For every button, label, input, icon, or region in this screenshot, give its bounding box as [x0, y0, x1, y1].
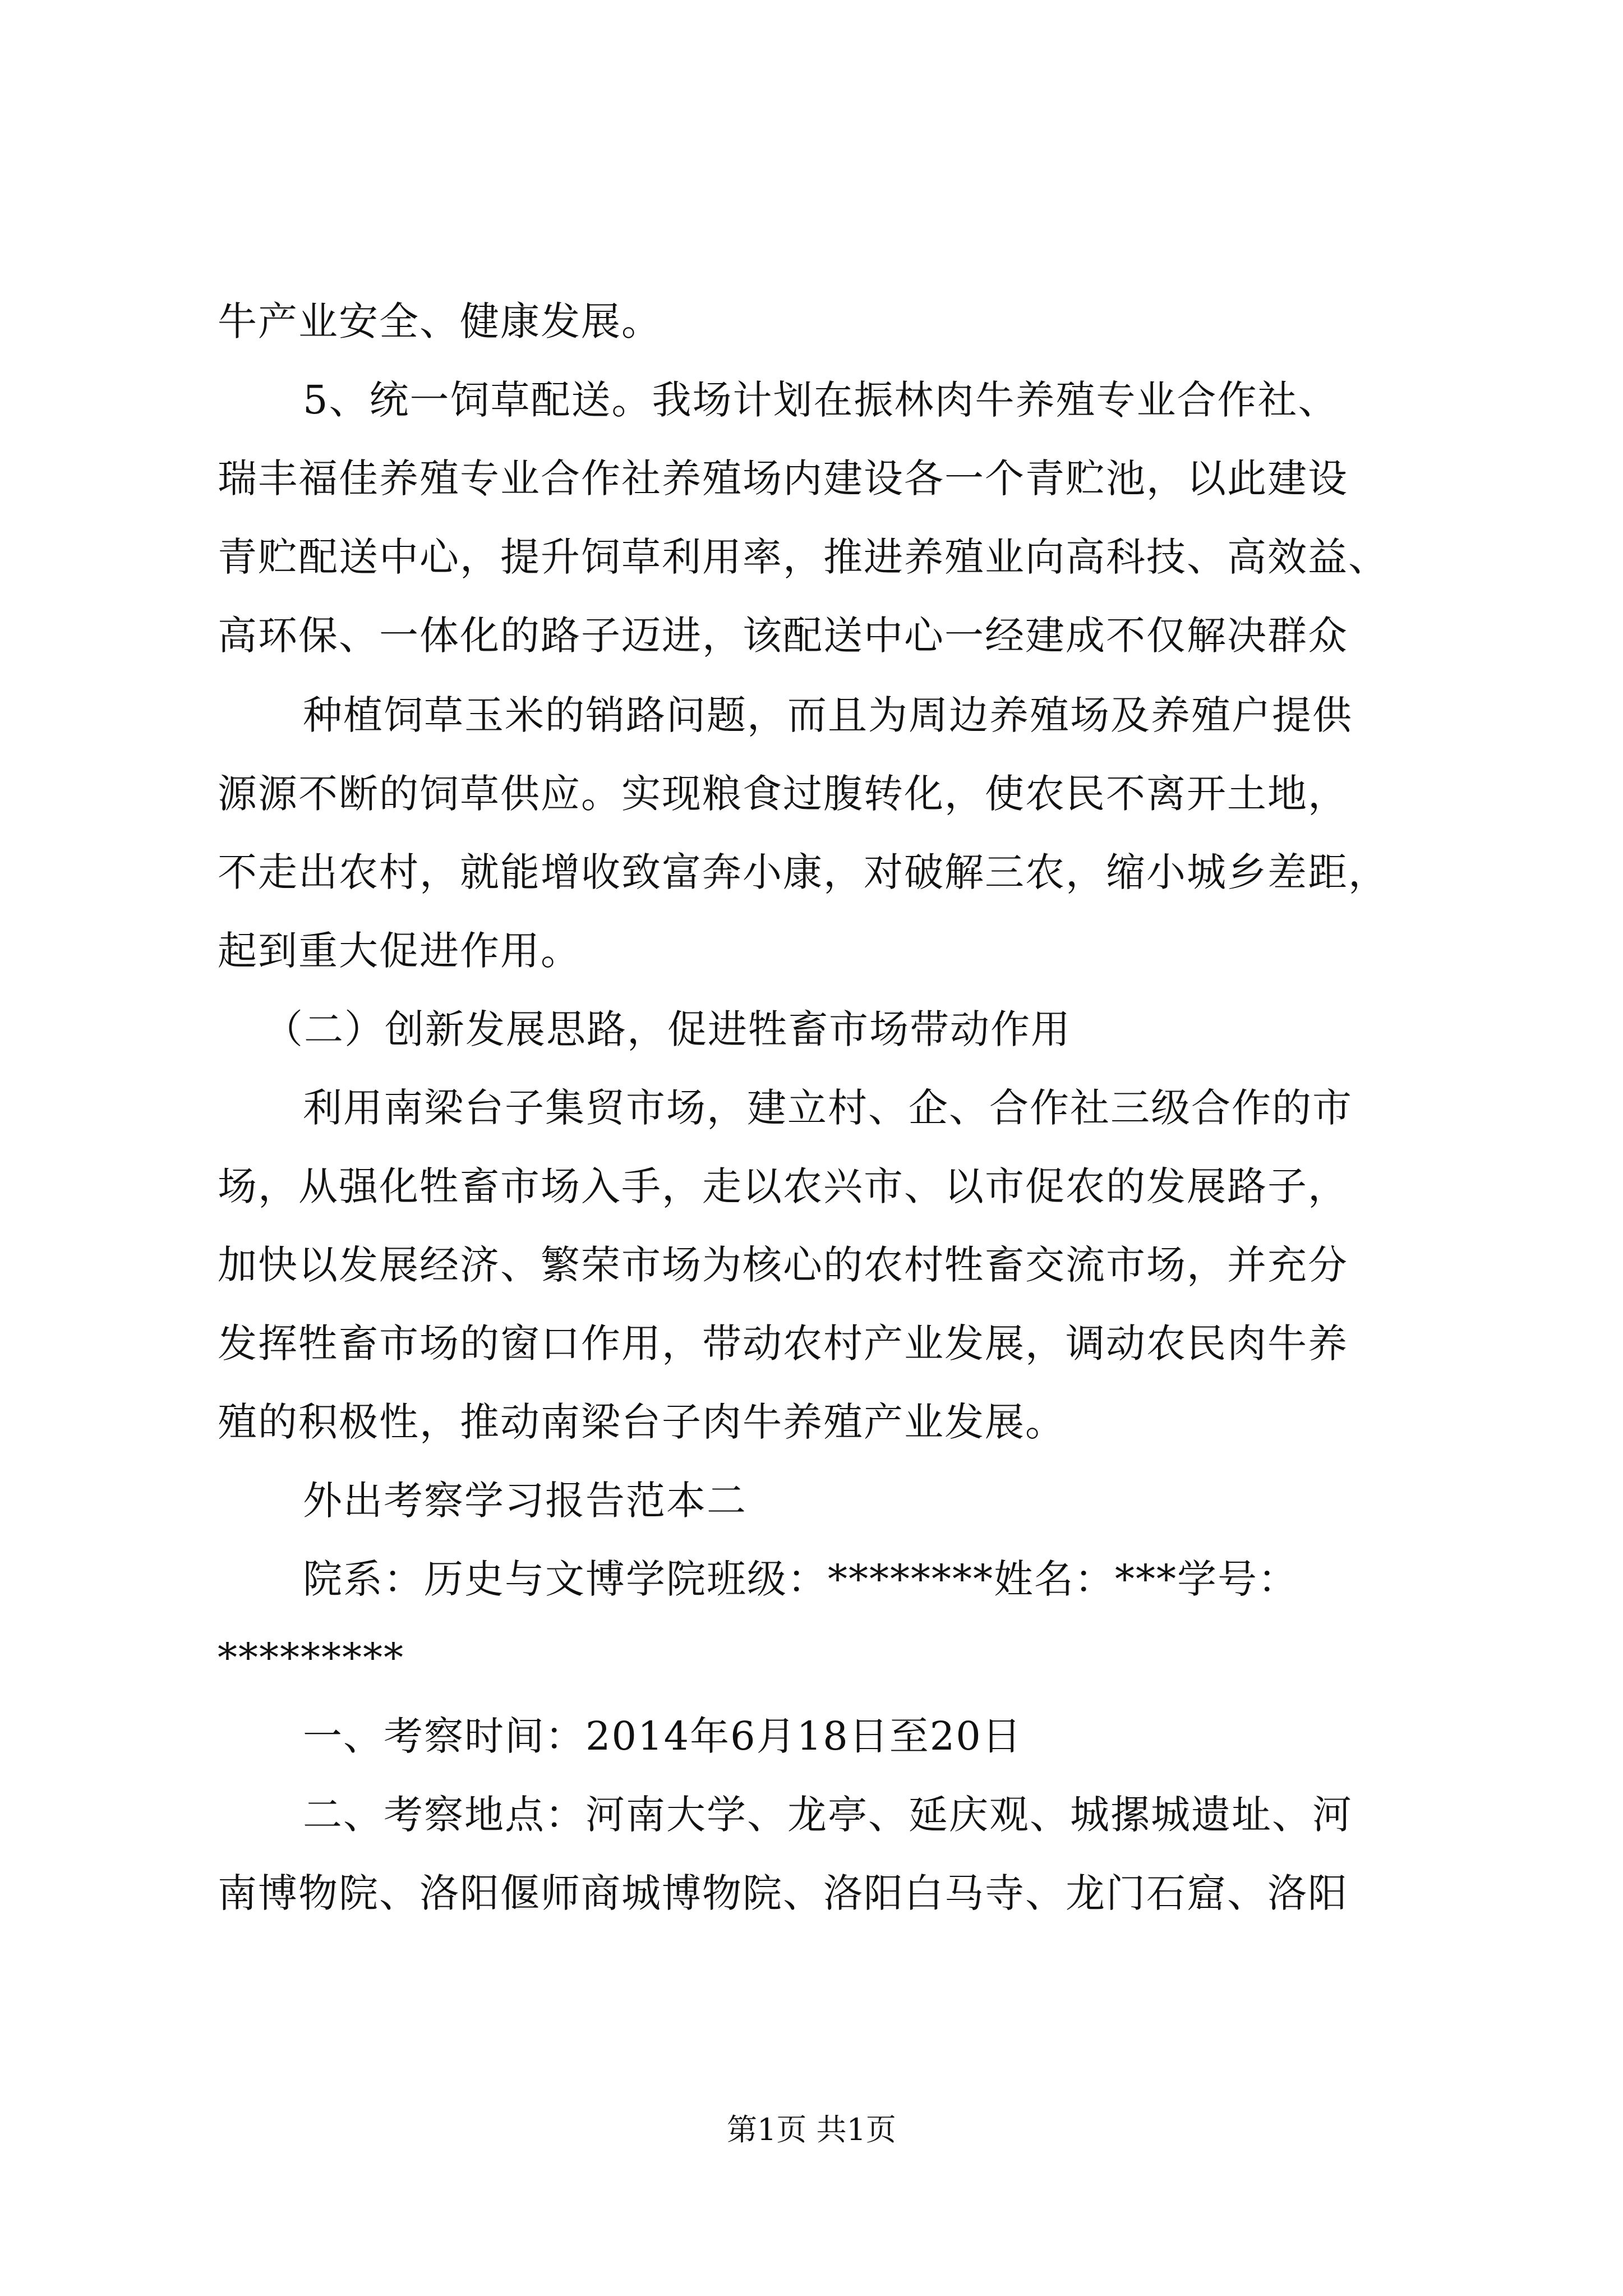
section-heading: （二）创新发展思路，促进牲畜市场带动作用 — [264, 1006, 1071, 1052]
paragraph-line-3: 瑞丰福佳养殖专业合作社养殖场内建设各一个青贮池，以此建设 — [218, 455, 1348, 501]
report-title: 外出考察学习报告范本二 — [303, 1478, 747, 1524]
student-info-line: 院系：历史与文博学院班级：********姓名：***学号： — [303, 1556, 1298, 1602]
paragraph-line-4: 青贮配送中心，提升饲草利用率，推进养殖业向高科技、高效益、 — [218, 534, 1389, 580]
paragraph-line-13: 加快以发展经济、繁荣市场为核心的农村牲畜交流市场，并充分 — [218, 1242, 1348, 1288]
paragraph-line-14: 发挥牲畜市场的窗口作用，带动农村产业发展，调动农民肉牛养 — [218, 1320, 1348, 1366]
paragraph-line-5: 高环保、一体化的路子迈进，该配送中心一经建成不仅解决群众 — [218, 613, 1348, 659]
survey-location-line: 二、考察地点：河南大学、龙亭、延庆观、城摞城遗址、河 — [303, 1792, 1353, 1838]
student-id-line: ********* — [218, 1635, 404, 1681]
paragraph-line-15: 殖的积极性，推动南梁台子肉牛养殖产业发展。 — [218, 1399, 1066, 1445]
paragraph-line-11: 利用南梁台子集贸市场，建立村、企、合作社三级合作的市 — [303, 1085, 1353, 1131]
paragraph-line-1: 牛产业安全、健康发展。 — [218, 298, 662, 344]
survey-location-line-cont: 南博物院、洛阳偃师商城博物院、洛阳白马寺、龙门石窟、洛阳 — [218, 1870, 1348, 1916]
paragraph-line-8: 不走出农村，就能增收致富奔小康，对破解三农，缩小城乡差距， — [218, 849, 1389, 895]
paragraph-line-12: 场，从强化牲畜市场入手，走以农兴市、以市促农的发展路子， — [218, 1163, 1348, 1209]
survey-time-line: 一、考察时间：2014年6月18日至20日 — [303, 1713, 1022, 1759]
paragraph-line-9: 起到重大促进作用。 — [218, 928, 581, 974]
paragraph-line-6: 种植饲草玉米的销路问题，而且为周边养殖场及养殖户提供 — [303, 692, 1353, 738]
paragraph-line-2: 5、统一饲草配送。我场计划在振林肉牛养殖专业合作社、 — [303, 377, 1339, 423]
page-footer: 第1页 共1页 — [727, 2112, 896, 2147]
paragraph-line-7: 源源不断的饲草供应。实现粮食过腹转化，使农民不离开土地， — [218, 771, 1348, 817]
